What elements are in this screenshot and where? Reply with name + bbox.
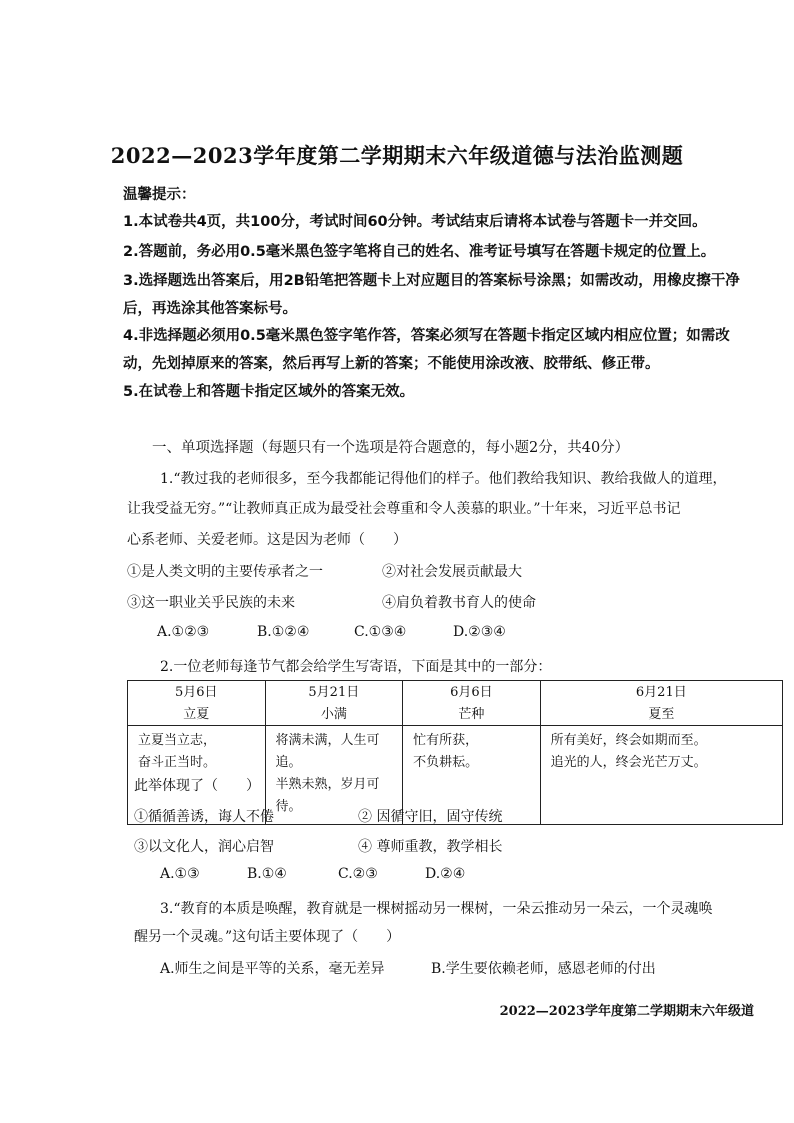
table-term: 夏至 <box>648 707 675 722</box>
table-header-cell <box>265 681 403 726</box>
question-1-option: ④肩负着教书育人的使命 <box>382 595 536 611</box>
table-header-cell <box>128 681 266 726</box>
question-1-choice: B.①②④ <box>257 624 310 640</box>
tip-line: 1.本试卷共4页，共100分，考试时间60分钟。考试结束后请将本试卷与答题卡一并交回。 <box>123 214 707 230</box>
question-1-option: ③这一职业关乎民族的未来 <box>127 595 295 611</box>
question-2-option: ② 因循守旧，固守传统 <box>358 809 503 825</box>
question-1-line: 心系老师、关爱老师。这是因为老师（ ） <box>127 532 407 548</box>
table-text: 追光的人，终会光芒万丈。 <box>550 755 707 770</box>
table-term: 芒种 <box>458 707 485 722</box>
question-2-choice: B.①④ <box>247 866 287 882</box>
question-2-after: 此举体现了（ ） <box>134 778 260 794</box>
table-term: 立夏 <box>183 707 210 722</box>
tip-line: 动，先划掉原来的答案，然后再写上新的答案；不能使用涂改液、胶带纸、修正带。 <box>123 356 660 372</box>
table-text: 所有美好，终会如期而至。 <box>550 733 707 748</box>
table-date: 5月21日 <box>308 685 360 700</box>
table-date: 6月21日 <box>635 685 687 700</box>
table-text: 立夏当立志， <box>138 733 217 748</box>
tip-line: 4.非选择题必须用0.5毫米黑色签字笔作答，答案必须写在答题卡指定区域内相应位置；如需改 <box>123 328 730 344</box>
table-row <box>128 681 783 726</box>
question-2-choice: A.①③ <box>160 866 200 882</box>
table-date: 6月6日 <box>450 685 493 700</box>
table-text: 忙有所获， <box>413 733 479 748</box>
tip-line: 5.在试卷上和答题卡指定区域外的答案无效。 <box>123 384 415 400</box>
question-2-option: ④ 尊师重教，教学相长 <box>358 839 503 855</box>
question-2-option: ①循循善诱，诲人不倦 <box>134 809 274 825</box>
tip-line: 3.选择题选出答案后，用2B铅笔把答题卡上对应题目的答案标号涂黑；如需改动，用橡皮擦干净 <box>123 273 740 289</box>
table-term: 小满 <box>320 707 347 722</box>
question-2-stem: 2.一位老师每逢节气都会给学生写寄语，下面是其中的一部分： <box>160 659 552 675</box>
question-1-option: ②对社会发展贡献最大 <box>382 564 522 580</box>
table-text: 奋斗正当时。 <box>138 755 217 770</box>
page-footer: 2022—2023学年度第二学期期末六年级道 <box>499 1004 754 1019</box>
question-2-option: ③以文化人，润心启智 <box>134 839 274 855</box>
page-title: 2022—2023学年度第二学期期末六年级道德与法治监测题 <box>110 143 684 168</box>
question-2-choice: D.②④ <box>425 866 466 882</box>
table-text: 不负耕耘。 <box>413 755 479 770</box>
question-1-choice: A.①②③ <box>157 624 210 640</box>
tip-line: 后，再选涂其他答案标号。 <box>123 301 297 317</box>
table-cell <box>540 726 782 825</box>
question-3-option: B.学生要依赖老师，感恩老师的付出 <box>431 961 656 977</box>
table-date: 5月6日 <box>175 685 218 700</box>
question-3-line: 3.“教育的本质是唤醒，教育就是一棵树摇动另一棵树，一朵云推动另一朵云，一个灵魂唤 <box>160 901 713 917</box>
tips-heading: 温馨提示： <box>123 187 196 203</box>
question-1-option: ①是人类文明的主要传承者之一 <box>127 564 323 580</box>
question-1-choice: D.②③④ <box>453 624 506 640</box>
question-3-line: 醒另一个灵魂。”这句话主要体现了（ ） <box>134 929 401 945</box>
table-text: 将满未满，人生可追。 <box>275 733 380 770</box>
solar-term-table <box>127 680 783 825</box>
table-text: 半熟未熟，岁月可待。 <box>275 777 380 814</box>
tip-line: 2.答题前，务必用0.5毫米黑色签字笔将自己的姓名、准考证号填写在答题卡规定的位置上。 <box>123 244 716 260</box>
question-1-choice: C.①③④ <box>354 624 407 640</box>
question-1-line: 1.“教过我的老师很多，至今我都能记得他们的样子。他们教给我知识、教给我做人的道理， <box>160 471 727 487</box>
table-header-cell <box>403 681 541 726</box>
question-2-choice: C.②③ <box>338 866 378 882</box>
question-3-option: A.师生之间是平等的关系，毫无差异 <box>160 961 385 977</box>
section-heading: 一、单项选择题（每题只有一个选项是符合题意的，每小题2分，共40分） <box>152 440 630 456</box>
question-1-line: 让我受益无穷。”“让教师真正成为最受社会尊重和令人羡慕的职业。”十年来，习近平总书记 <box>127 501 681 517</box>
table-header-cell <box>540 681 782 726</box>
